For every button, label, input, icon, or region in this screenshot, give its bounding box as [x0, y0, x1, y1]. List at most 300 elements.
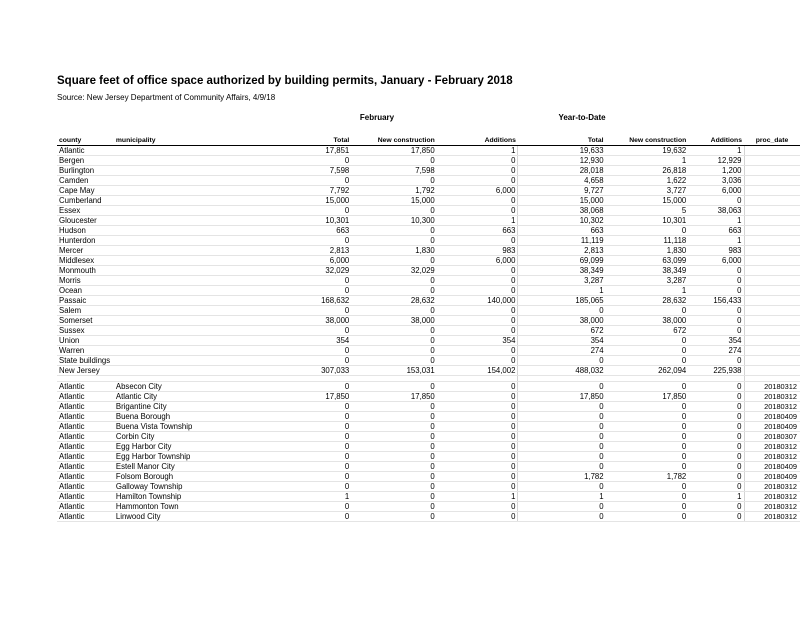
cell-municipality — [114, 235, 271, 245]
cell-county: Union — [57, 335, 114, 345]
cell-county: Monmouth — [57, 265, 114, 275]
cell-municipality — [114, 295, 271, 305]
cell-municipality — [114, 305, 271, 315]
cell-feb-total: 0 — [271, 381, 351, 391]
cell-ytd-additions: 0 — [688, 471, 744, 481]
cell-feb-new-construction: 38,000 — [351, 315, 437, 325]
cell-proc-date: 20180409 — [744, 471, 800, 481]
cell-ytd-total: 0 — [518, 511, 606, 521]
cell-municipality: Hamilton Township — [114, 491, 271, 501]
cell-municipality — [114, 335, 271, 345]
cell-feb-new-construction: 0 — [351, 285, 437, 295]
municipality-row — [57, 381, 800, 391]
cell-feb-new-construction: 1,792 — [351, 185, 437, 195]
cell-feb-new-construction: 0 — [351, 205, 437, 215]
cell-county: Atlantic — [57, 381, 114, 391]
municipality-row — [57, 401, 800, 411]
cell-feb-total: 0 — [271, 401, 351, 411]
cell-county: Middlesex — [57, 255, 114, 265]
cell-feb-additions: 0 — [437, 285, 518, 295]
cell-feb-total: 0 — [271, 175, 351, 185]
cell-proc-date — [744, 175, 800, 185]
cell-feb-total: 2,813 — [271, 245, 351, 255]
col-ytd-additions-header: Additions — [688, 134, 744, 145]
col-ytd-total-header: Total — [518, 134, 606, 145]
county-summary-row — [57, 325, 800, 335]
cell-feb-additions: 0 — [437, 315, 518, 325]
county-summary-row — [57, 245, 800, 255]
cell-county: Camden — [57, 175, 114, 185]
cell-ytd-new-construction: 1 — [606, 285, 689, 295]
cell-municipality — [114, 175, 271, 185]
cell-ytd-new-construction: 17,850 — [606, 391, 689, 401]
cell-municipality: Egg Harbor Township — [114, 451, 271, 461]
cell-ytd-total: 2,813 — [518, 245, 606, 255]
cell-feb-total: 17,850 — [271, 391, 351, 401]
cell-ytd-new-construction: 26,818 — [606, 165, 689, 175]
municipality-row — [57, 461, 800, 471]
cell-ytd-new-construction: 38,349 — [606, 265, 689, 275]
cell-proc-date: 20180312 — [744, 481, 800, 491]
cell-feb-new-construction: 7,598 — [351, 165, 437, 175]
cell-municipality: Buena Borough — [114, 411, 271, 421]
cell-feb-total: 1 — [271, 491, 351, 501]
cell-feb-new-construction: 0 — [351, 401, 437, 411]
cell-municipality: Absecon City — [114, 381, 271, 391]
cell-proc-date — [744, 145, 800, 155]
cell-county: Atlantic — [57, 411, 114, 421]
cell-feb-additions: 0 — [437, 501, 518, 511]
cell-feb-additions: 0 — [437, 265, 518, 275]
cell-proc-date — [744, 365, 800, 375]
cell-feb-new-construction: 0 — [351, 255, 437, 265]
cell-proc-date: 20180312 — [744, 381, 800, 391]
cell-feb-additions: 0 — [437, 235, 518, 245]
cell-feb-total: 38,000 — [271, 315, 351, 325]
cell-county: Essex — [57, 205, 114, 215]
county-summary-row — [57, 155, 800, 165]
cell-feb-additions: 0 — [437, 511, 518, 521]
county-summary-row — [57, 315, 800, 325]
cell-feb-new-construction: 153,031 — [351, 365, 437, 375]
cell-county: Atlantic — [57, 145, 114, 155]
cell-feb-new-construction: 17,850 — [351, 391, 437, 401]
cell-ytd-total: 0 — [518, 501, 606, 511]
cell-feb-total: 0 — [271, 451, 351, 461]
cell-proc-date — [744, 285, 800, 295]
cell-ytd-new-construction: 1,782 — [606, 471, 689, 481]
cell-county: New Jersey — [57, 365, 114, 375]
cell-county: Atlantic — [57, 401, 114, 411]
cell-feb-additions: 140,000 — [437, 295, 518, 305]
cell-ytd-new-construction: 1,622 — [606, 175, 689, 185]
cell-feb-additions: 983 — [437, 245, 518, 255]
cell-ytd-new-construction: 1,830 — [606, 245, 689, 255]
cell-feb-total: 7,792 — [271, 185, 351, 195]
cell-feb-total: 0 — [271, 481, 351, 491]
cell-county: Bergen — [57, 155, 114, 165]
cell-feb-new-construction: 0 — [351, 471, 437, 481]
county-summary-row — [57, 365, 800, 375]
cell-municipality: Estell Manor City — [114, 461, 271, 471]
county-summary-row — [57, 165, 800, 175]
cell-municipality: Hammonton Town — [114, 501, 271, 511]
cell-feb-additions: 354 — [437, 335, 518, 345]
cell-feb-additions: 0 — [437, 165, 518, 175]
cell-ytd-total: 0 — [518, 411, 606, 421]
cell-ytd-new-construction: 0 — [606, 491, 689, 501]
cell-feb-total: 0 — [271, 285, 351, 295]
cell-proc-date: 20180312 — [744, 441, 800, 451]
report-title: Square feet of office space authorized by building permits, January - February 2018 — [57, 75, 513, 87]
county-summary-row — [57, 205, 800, 215]
cell-feb-new-construction: 0 — [351, 431, 437, 441]
cell-feb-new-construction: 0 — [351, 441, 437, 451]
county-summary-row — [57, 185, 800, 195]
cell-proc-date — [744, 305, 800, 315]
cell-feb-new-construction: 0 — [351, 421, 437, 431]
county-summary-row — [57, 295, 800, 305]
cell-ytd-additions: 0 — [688, 195, 744, 205]
cell-county: Atlantic — [57, 441, 114, 451]
cell-ytd-additions: 0 — [688, 501, 744, 511]
cell-ytd-total: 672 — [518, 325, 606, 335]
cell-ytd-new-construction: 0 — [606, 431, 689, 441]
cell-ytd-total: 0 — [518, 461, 606, 471]
cell-municipality — [114, 265, 271, 275]
cell-ytd-total: 0 — [518, 431, 606, 441]
cell-feb-new-construction: 0 — [351, 461, 437, 471]
cell-ytd-additions: 0 — [688, 381, 744, 391]
cell-feb-additions: 0 — [437, 275, 518, 285]
cell-feb-total: 0 — [271, 511, 351, 521]
county-summary-row — [57, 265, 800, 275]
cell-feb-additions: 0 — [437, 401, 518, 411]
cell-feb-total: 354 — [271, 335, 351, 345]
cell-proc-date: 20180312 — [744, 511, 800, 521]
county-summary-row — [57, 345, 800, 355]
cell-proc-date — [744, 215, 800, 225]
municipality-row — [57, 421, 800, 431]
cell-ytd-new-construction: 0 — [606, 355, 689, 365]
cell-proc-date — [744, 275, 800, 285]
cell-proc-date: 20180312 — [744, 451, 800, 461]
cell-feb-new-construction: 1,830 — [351, 245, 437, 255]
cell-ytd-total: 1 — [518, 285, 606, 295]
cell-municipality: Linwood City — [114, 511, 271, 521]
cell-county: Gloucester — [57, 215, 114, 225]
cell-feb-additions: 0 — [437, 195, 518, 205]
col-feb-total-header: Total — [271, 134, 351, 145]
cell-feb-additions: 0 — [437, 381, 518, 391]
cell-municipality — [114, 285, 271, 295]
cell-ytd-new-construction: 262,094 — [606, 365, 689, 375]
cell-county: State buildings — [57, 355, 114, 365]
cell-feb-total: 6,000 — [271, 255, 351, 265]
cell-proc-date: 20180312 — [744, 401, 800, 411]
cell-ytd-additions: 0 — [688, 305, 744, 315]
cell-feb-additions: 0 — [437, 305, 518, 315]
cell-feb-additions: 1 — [437, 215, 518, 225]
municipality-row — [57, 471, 800, 481]
cell-ytd-total: 17,850 — [518, 391, 606, 401]
cell-ytd-new-construction: 0 — [606, 305, 689, 315]
cell-feb-total: 0 — [271, 471, 351, 481]
cell-feb-total: 0 — [271, 305, 351, 315]
cell-ytd-additions: 0 — [688, 401, 744, 411]
cell-ytd-total: 0 — [518, 305, 606, 315]
cell-municipality — [114, 185, 271, 195]
cell-municipality: Brigantine City — [114, 401, 271, 411]
cell-feb-additions: 6,000 — [437, 255, 518, 265]
cell-ytd-additions: 0 — [688, 315, 744, 325]
county-summary-row — [57, 335, 800, 345]
cell-feb-new-construction: 0 — [351, 411, 437, 421]
cell-ytd-new-construction: 0 — [606, 345, 689, 355]
cell-ytd-additions: 1 — [688, 145, 744, 155]
municipality-row — [57, 491, 800, 501]
cell-municipality — [114, 315, 271, 325]
cell-county: Morris — [57, 275, 114, 285]
cell-feb-new-construction: 0 — [351, 345, 437, 355]
cell-county: Atlantic — [57, 471, 114, 481]
cell-feb-new-construction: 0 — [351, 275, 437, 285]
cell-feb-new-construction: 0 — [351, 335, 437, 345]
cell-feb-new-construction: 10,300 — [351, 215, 437, 225]
cell-ytd-additions: 3,036 — [688, 175, 744, 185]
cell-municipality — [114, 325, 271, 335]
cell-feb-new-construction: 0 — [351, 511, 437, 521]
cell-municipality: Corbin City — [114, 431, 271, 441]
cell-ytd-new-construction: 0 — [606, 401, 689, 411]
cell-feb-total: 10,301 — [271, 215, 351, 225]
cell-feb-new-construction: 0 — [351, 305, 437, 315]
cell-ytd-additions: 0 — [688, 355, 744, 365]
cell-feb-new-construction: 0 — [351, 355, 437, 365]
cell-ytd-total: 38,068 — [518, 205, 606, 215]
cell-proc-date — [744, 355, 800, 365]
cell-feb-total: 0 — [271, 325, 351, 335]
cell-ytd-new-construction: 0 — [606, 501, 689, 511]
cell-municipality — [114, 165, 271, 175]
cell-county: Atlantic — [57, 421, 114, 431]
cell-feb-total: 17,851 — [271, 145, 351, 155]
county-summary-row — [57, 305, 800, 315]
cell-ytd-new-construction: 0 — [606, 225, 689, 235]
cell-county: Hunterdon — [57, 235, 114, 245]
cell-feb-new-construction: 0 — [351, 501, 437, 511]
cell-feb-additions: 0 — [437, 481, 518, 491]
cell-proc-date — [744, 205, 800, 215]
cell-feb-new-construction: 0 — [351, 381, 437, 391]
cell-feb-additions: 0 — [437, 441, 518, 451]
municipality-row — [57, 511, 800, 521]
county-summary-row — [57, 255, 800, 265]
cell-feb-total: 0 — [271, 441, 351, 451]
cell-proc-date — [744, 155, 800, 165]
col-feb-additions-header: Additions — [437, 134, 518, 145]
municipality-row — [57, 431, 800, 441]
cell-proc-date — [744, 335, 800, 345]
municipality-row — [57, 481, 800, 491]
cell-ytd-total: 0 — [518, 381, 606, 391]
county-summary-row — [57, 195, 800, 205]
cell-feb-total: 0 — [271, 275, 351, 285]
cell-ytd-total: 38,000 — [518, 315, 606, 325]
cell-feb-total: 663 — [271, 225, 351, 235]
cell-municipality — [114, 245, 271, 255]
cell-ytd-new-construction: 0 — [606, 511, 689, 521]
cell-municipality — [114, 155, 271, 165]
county-summary-row — [57, 355, 800, 365]
cell-ytd-total: 488,032 — [518, 365, 606, 375]
cell-ytd-new-construction: 0 — [606, 411, 689, 421]
cell-municipality — [114, 225, 271, 235]
table-body — [57, 145, 800, 521]
cell-ytd-additions: 0 — [688, 451, 744, 461]
cell-county: Atlantic — [57, 491, 114, 501]
cell-proc-date — [744, 345, 800, 355]
cell-municipality — [114, 195, 271, 205]
cell-ytd-new-construction: 0 — [606, 335, 689, 345]
cell-ytd-additions: 274 — [688, 345, 744, 355]
cell-feb-new-construction: 28,632 — [351, 295, 437, 305]
cell-county: Atlantic — [57, 461, 114, 471]
cell-county: Atlantic — [57, 451, 114, 461]
cell-county: Burlington — [57, 165, 114, 175]
cell-feb-additions: 1 — [437, 491, 518, 501]
cell-county: Mercer — [57, 245, 114, 255]
cell-feb-new-construction: 0 — [351, 451, 437, 461]
cell-ytd-additions: 354 — [688, 335, 744, 345]
cell-feb-additions: 0 — [437, 391, 518, 401]
cell-county: Atlantic — [57, 431, 114, 441]
cell-county: Sussex — [57, 325, 114, 335]
cell-feb-total: 7,598 — [271, 165, 351, 175]
cell-feb-additions: 663 — [437, 225, 518, 235]
cell-county: Atlantic — [57, 481, 114, 491]
cell-ytd-total: 185,065 — [518, 295, 606, 305]
header-row — [57, 134, 800, 145]
cell-municipality — [114, 345, 271, 355]
cell-municipality: Buena Vista Township — [114, 421, 271, 431]
cell-ytd-total: 0 — [518, 355, 606, 365]
cell-ytd-total: 274 — [518, 345, 606, 355]
cell-proc-date: 20180307 — [744, 431, 800, 441]
cell-feb-new-construction: 15,000 — [351, 195, 437, 205]
cell-feb-new-construction: 17,850 — [351, 145, 437, 155]
cell-ytd-additions: 0 — [688, 285, 744, 295]
cell-ytd-total: 28,018 — [518, 165, 606, 175]
cell-ytd-total: 0 — [518, 401, 606, 411]
cell-ytd-additions: 38,063 — [688, 205, 744, 215]
cell-proc-date — [744, 245, 800, 255]
cell-ytd-new-construction: 15,000 — [606, 195, 689, 205]
cell-county: Atlantic — [57, 511, 114, 521]
cell-ytd-additions: 225,938 — [688, 365, 744, 375]
county-summary-row — [57, 235, 800, 245]
cell-feb-additions: 0 — [437, 155, 518, 165]
cell-county: Cape May — [57, 185, 114, 195]
cell-proc-date — [744, 225, 800, 235]
cell-feb-new-construction: 0 — [351, 325, 437, 335]
cell-municipality: Egg Harbor City — [114, 441, 271, 451]
cell-ytd-total: 10,302 — [518, 215, 606, 225]
county-summary-row — [57, 285, 800, 295]
cell-feb-new-construction: 0 — [351, 481, 437, 491]
cell-municipality: Galloway Township — [114, 481, 271, 491]
cell-proc-date — [744, 195, 800, 205]
permits-table — [57, 134, 800, 522]
cell-ytd-additions: 0 — [688, 275, 744, 285]
cell-ytd-additions: 0 — [688, 481, 744, 491]
cell-ytd-additions: 1 — [688, 235, 744, 245]
cell-ytd-new-construction: 3,727 — [606, 185, 689, 195]
cell-municipality: Atlantic City — [114, 391, 271, 401]
county-summary-row — [57, 275, 800, 285]
cell-proc-date: 20180409 — [744, 411, 800, 421]
cell-ytd-new-construction: 10,301 — [606, 215, 689, 225]
cell-proc-date — [744, 235, 800, 245]
cell-county: Atlantic — [57, 501, 114, 511]
cell-feb-additions: 6,000 — [437, 185, 518, 195]
cell-ytd-additions: 6,000 — [688, 185, 744, 195]
cell-feb-total: 0 — [271, 205, 351, 215]
february-group-header: February — [359, 113, 395, 122]
cell-ytd-new-construction: 0 — [606, 441, 689, 451]
cell-county: Atlantic — [57, 391, 114, 401]
cell-ytd-total: 9,727 — [518, 185, 606, 195]
cell-county: Passaic — [57, 295, 114, 305]
cell-county: Warren — [57, 345, 114, 355]
cell-ytd-additions: 0 — [688, 461, 744, 471]
cell-ytd-additions: 0 — [688, 391, 744, 401]
cell-feb-additions: 0 — [437, 325, 518, 335]
cell-ytd-total: 1 — [518, 491, 606, 501]
cell-feb-total: 0 — [271, 235, 351, 245]
col-ytd-new-construction-header: New construction — [606, 134, 689, 145]
municipality-row — [57, 501, 800, 511]
cell-feb-total: 0 — [271, 155, 351, 165]
cell-proc-date: 20180312 — [744, 391, 800, 401]
cell-ytd-total: 38,349 — [518, 265, 606, 275]
cell-feb-additions: 0 — [437, 411, 518, 421]
cell-proc-date — [744, 185, 800, 195]
cell-feb-additions: 0 — [437, 461, 518, 471]
col-county-header: county — [57, 134, 114, 145]
county-summary-row — [57, 145, 800, 155]
cell-ytd-new-construction: 0 — [606, 481, 689, 491]
cell-ytd-additions: 1,200 — [688, 165, 744, 175]
cell-feb-total: 32,029 — [271, 265, 351, 275]
cell-ytd-total: 12,930 — [518, 155, 606, 165]
cell-feb-total: 168,632 — [271, 295, 351, 305]
cell-feb-new-construction: 0 — [351, 225, 437, 235]
cell-ytd-total: 0 — [518, 481, 606, 491]
cell-ytd-total: 0 — [518, 451, 606, 461]
cell-ytd-new-construction: 1 — [606, 155, 689, 165]
cell-municipality — [114, 355, 271, 365]
cell-feb-additions: 0 — [437, 175, 518, 185]
cell-feb-total: 0 — [271, 411, 351, 421]
cell-ytd-new-construction: 0 — [606, 461, 689, 471]
cell-municipality — [114, 145, 271, 155]
source-note: Source: New Jersey Department of Community Affairs, 4/9/18 — [57, 93, 276, 102]
cell-ytd-total: 0 — [518, 441, 606, 451]
cell-proc-date — [744, 265, 800, 275]
cell-ytd-total: 3,287 — [518, 275, 606, 285]
cell-ytd-additions: 0 — [688, 511, 744, 521]
